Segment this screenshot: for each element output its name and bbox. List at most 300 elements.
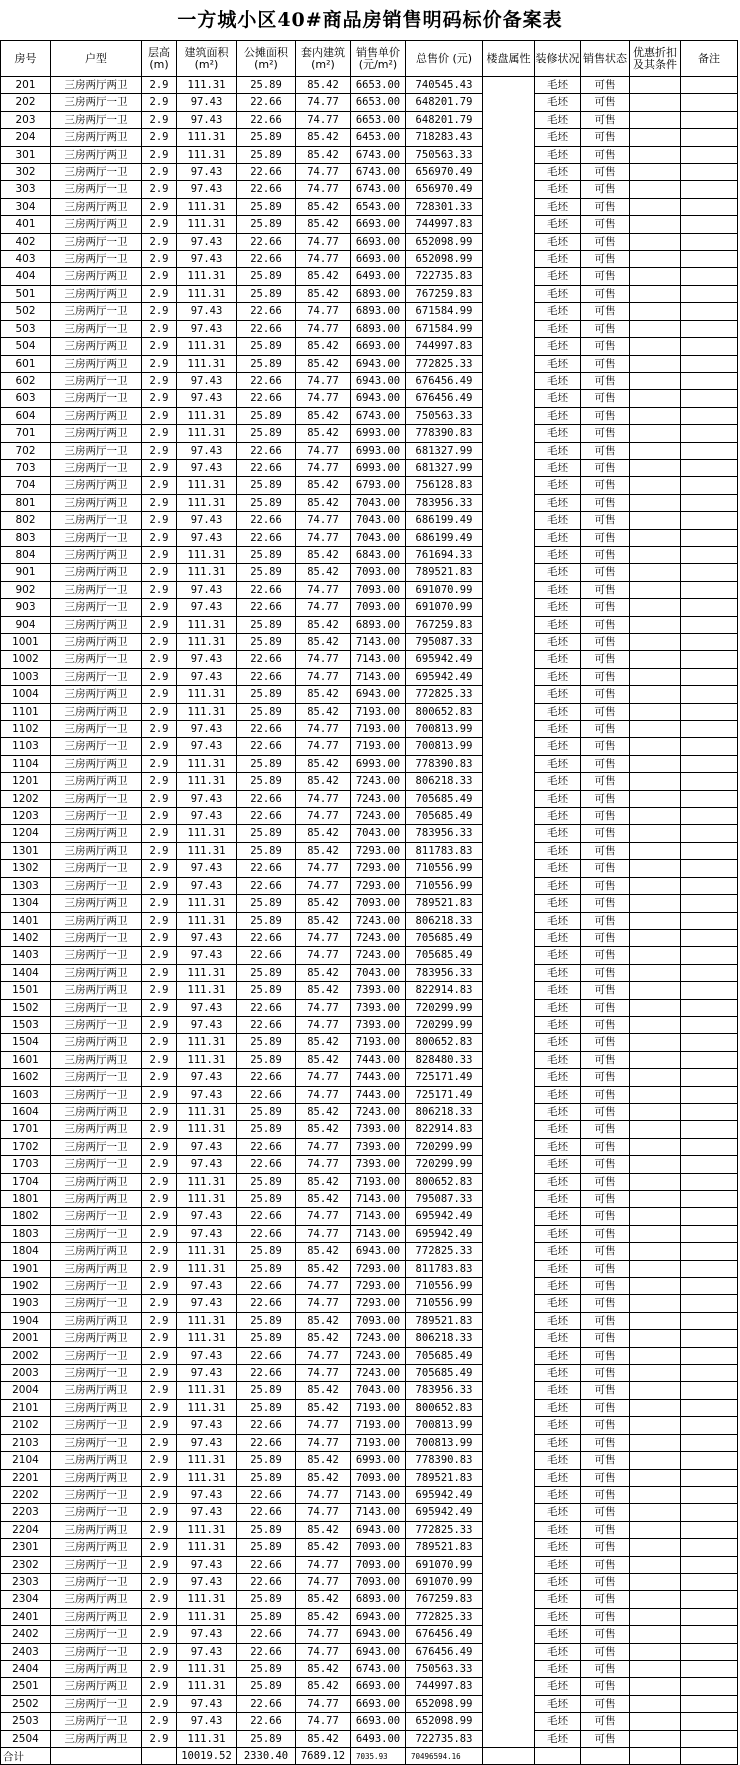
cell-shared-area: 22.66 xyxy=(237,1278,296,1295)
cell-type: 三房两厅两卫 xyxy=(51,1173,142,1190)
cell-floor-height: 2.9 xyxy=(142,1365,177,1382)
cell-discount xyxy=(630,1660,681,1677)
cell-floor-height: 2.9 xyxy=(142,860,177,877)
cell-total-price: 789521.83 xyxy=(406,564,483,581)
header-shared-area: 公摊面积 (m²) xyxy=(237,41,296,77)
table-row xyxy=(1,1556,738,1573)
cell-unit-price: 6693.00 xyxy=(351,1678,406,1695)
cell-building-area: 111.31 xyxy=(177,773,237,790)
cell-total-price: 676456.49 xyxy=(406,1643,483,1660)
cell-decoration: 毛坯 xyxy=(535,1103,581,1120)
cell-sale-status: 可售 xyxy=(581,755,630,772)
cell-remark xyxy=(681,1469,738,1486)
cell-shared-area: 22.66 xyxy=(237,1626,296,1643)
cell-unit-price: 6943.00 xyxy=(351,390,406,407)
cell-room: 801 xyxy=(1,494,51,511)
cell-discount xyxy=(630,338,681,355)
cell-type: 三房两厅两卫 xyxy=(51,773,142,790)
cell-unit-price: 7243.00 xyxy=(351,773,406,790)
cell-inner-area: 85.42 xyxy=(296,1452,351,1469)
cell-discount xyxy=(630,320,681,337)
cell-decoration: 毛坯 xyxy=(535,1556,581,1573)
cell-discount xyxy=(630,1016,681,1033)
cell-building-area: 111.31 xyxy=(177,546,237,563)
cell-total-price: 806218.33 xyxy=(406,773,483,790)
cell-inner-area: 85.42 xyxy=(296,982,351,999)
cell-floor-height: 2.9 xyxy=(142,181,177,198)
cell-type: 三房两厅一卫 xyxy=(51,929,142,946)
cell-type: 三房两厅一卫 xyxy=(51,1138,142,1155)
cell-discount xyxy=(630,77,681,94)
cell-type: 三房两厅一卫 xyxy=(51,164,142,181)
cell-shared-area: 22.66 xyxy=(237,1486,296,1503)
cell-total-price: 695942.49 xyxy=(406,668,483,685)
document-title: 一方城小区40#商品房销售明码标价备案表 xyxy=(177,9,563,31)
cell-total-price: 783956.33 xyxy=(406,825,483,842)
cell-sale-status: 可售 xyxy=(581,1521,630,1538)
cell-floor-height: 2.9 xyxy=(142,1504,177,1521)
cell-floor-height: 2.9 xyxy=(142,198,177,215)
cell-discount xyxy=(630,616,681,633)
cell-inner-area: 74.77 xyxy=(296,1016,351,1033)
cell-total-price: 648201.79 xyxy=(406,111,483,128)
cell-decoration: 毛坯 xyxy=(535,285,581,302)
cell-unit-price: 6693.00 xyxy=(351,233,406,250)
cell-floor-height: 2.9 xyxy=(142,581,177,598)
table-row xyxy=(1,251,738,268)
cell-shared-area: 22.66 xyxy=(237,1225,296,1242)
cell-inner-area: 74.77 xyxy=(296,1643,351,1660)
table-row xyxy=(1,1069,738,1086)
cell-shared-area: 25.89 xyxy=(237,146,296,163)
cell-decoration: 毛坯 xyxy=(535,1399,581,1416)
cell-remark xyxy=(681,860,738,877)
cell-discount xyxy=(630,181,681,198)
cell-floor-height: 2.9 xyxy=(142,668,177,685)
cell-inner-area: 85.42 xyxy=(296,198,351,215)
cell-room: 2403 xyxy=(1,1643,51,1660)
cell-building-area: 97.43 xyxy=(177,808,237,825)
table-row xyxy=(1,1678,738,1695)
cell-sale-status: 可售 xyxy=(581,407,630,424)
cell-remark xyxy=(681,1434,738,1451)
cell-type: 三房两厅两卫 xyxy=(51,1591,142,1608)
cell-discount xyxy=(630,1608,681,1625)
cell-shared-area: 25.89 xyxy=(237,198,296,215)
cell-inner-area: 85.42 xyxy=(296,1173,351,1190)
cell-unit-price: 7193.00 xyxy=(351,1417,406,1434)
cell-room: 1001 xyxy=(1,634,51,651)
table-header-row xyxy=(1,41,738,77)
cell-floor-height: 2.9 xyxy=(142,1608,177,1625)
cell-unit-price: 6693.00 xyxy=(351,251,406,268)
cell-unit-price: 7393.00 xyxy=(351,1016,406,1033)
cell-room: 1701 xyxy=(1,1121,51,1138)
cell-unit-price: 7293.00 xyxy=(351,860,406,877)
cell-remark xyxy=(681,1591,738,1608)
table-row xyxy=(1,1434,738,1451)
cell-building-area: 97.43 xyxy=(177,372,237,389)
cell-decoration: 毛坯 xyxy=(535,668,581,685)
cell-inner-area: 74.77 xyxy=(296,1347,351,1364)
cell-type: 三房两厅两卫 xyxy=(51,1660,142,1677)
cell-remark xyxy=(681,1243,738,1260)
cell-shared-area: 25.89 xyxy=(237,425,296,442)
cell-room: 2402 xyxy=(1,1626,51,1643)
cell-sale-status: 可售 xyxy=(581,1486,630,1503)
cell-decoration: 毛坯 xyxy=(535,1086,581,1103)
cell-floor-height: 2.9 xyxy=(142,1051,177,1068)
cell-sale-status: 可售 xyxy=(581,1452,630,1469)
cell-type: 三房两厅一卫 xyxy=(51,1069,142,1086)
cell-room: 1604 xyxy=(1,1103,51,1120)
header-total-price: 总售价 (元) xyxy=(406,41,483,77)
cell-unit-price: 7143.00 xyxy=(351,668,406,685)
cell-floor-height: 2.9 xyxy=(142,1191,177,1208)
cell-type: 三房两厅一卫 xyxy=(51,1504,142,1521)
cell-total-price: 676456.49 xyxy=(406,372,483,389)
cell-discount xyxy=(630,1521,681,1538)
cell-inner-area: 85.42 xyxy=(296,755,351,772)
cell-building-area: 97.43 xyxy=(177,1069,237,1086)
cell-shared-area: 25.89 xyxy=(237,129,296,146)
cell-unit-price: 6893.00 xyxy=(351,303,406,320)
cell-total-price: 705685.49 xyxy=(406,808,483,825)
cell-unit-price: 6743.00 xyxy=(351,181,406,198)
cell-type: 三房两厅一卫 xyxy=(51,877,142,894)
cell-decoration: 毛坯 xyxy=(535,825,581,842)
cell-room: 2404 xyxy=(1,1660,51,1677)
cell-building-area: 97.43 xyxy=(177,738,237,755)
cell-remark xyxy=(681,686,738,703)
totals-shared-area: 2330.40 xyxy=(237,1748,296,1765)
cell-decoration: 毛坯 xyxy=(535,773,581,790)
cell-room: 2004 xyxy=(1,1382,51,1399)
cell-total-price: 756128.83 xyxy=(406,477,483,494)
cell-room: 202 xyxy=(1,94,51,111)
cell-shared-area: 22.66 xyxy=(237,251,296,268)
cell-remark xyxy=(681,999,738,1016)
cell-shared-area: 22.66 xyxy=(237,164,296,181)
cell-unit-price: 6943.00 xyxy=(351,1643,406,1660)
cell-sale-status: 可售 xyxy=(581,1051,630,1068)
cell-shared-area: 22.66 xyxy=(237,233,296,250)
cell-type: 三房两厅一卫 xyxy=(51,1225,142,1242)
cell-building-area: 97.43 xyxy=(177,651,237,668)
cell-floor-height: 2.9 xyxy=(142,216,177,233)
cell-floor-height: 2.9 xyxy=(142,999,177,1016)
cell-total-price: 691070.99 xyxy=(406,599,483,616)
table-row xyxy=(1,407,738,424)
cell-sale-status: 可售 xyxy=(581,1434,630,1451)
table-row xyxy=(1,912,738,929)
cell-remark xyxy=(681,111,738,128)
cell-floor-height: 2.9 xyxy=(142,1173,177,1190)
table-row xyxy=(1,425,738,442)
cell-discount xyxy=(630,825,681,842)
cell-decoration: 毛坯 xyxy=(535,877,581,894)
cell-type: 三房两厅一卫 xyxy=(51,668,142,685)
cell-inner-area: 74.77 xyxy=(296,1695,351,1712)
cell-sale-status: 可售 xyxy=(581,929,630,946)
cell-shared-area: 22.66 xyxy=(237,181,296,198)
cell-type: 三房两厅一卫 xyxy=(51,738,142,755)
cell-floor-height: 2.9 xyxy=(142,982,177,999)
cell-decoration: 毛坯 xyxy=(535,1330,581,1347)
cell-type: 三房两厅两卫 xyxy=(51,1521,142,1538)
cell-sale-status: 可售 xyxy=(581,77,630,94)
cell-type: 三房两厅两卫 xyxy=(51,425,142,442)
cell-sale-status: 可售 xyxy=(581,1034,630,1051)
cell-sale-status: 可售 xyxy=(581,320,630,337)
cell-sale-status: 可售 xyxy=(581,546,630,563)
cell-unit-price: 6993.00 xyxy=(351,1452,406,1469)
table-row xyxy=(1,1469,738,1486)
cell-room: 1203 xyxy=(1,808,51,825)
cell-sale-status: 可售 xyxy=(581,860,630,877)
cell-building-area: 111.31 xyxy=(177,1539,237,1556)
cell-remark xyxy=(681,842,738,859)
cell-remark xyxy=(681,164,738,181)
cell-type: 三房两厅一卫 xyxy=(51,790,142,807)
cell-inner-area: 74.77 xyxy=(296,1556,351,1573)
cell-shared-area: 25.89 xyxy=(237,285,296,302)
cell-decoration: 毛坯 xyxy=(535,842,581,859)
cell-type: 三房两厅两卫 xyxy=(51,912,142,929)
cell-floor-height: 2.9 xyxy=(142,1016,177,1033)
cell-type: 三房两厅一卫 xyxy=(51,233,142,250)
totals-unit-price: 7035.93 xyxy=(351,1748,406,1765)
cell-sale-status: 可售 xyxy=(581,355,630,372)
cell-building-area: 97.43 xyxy=(177,1208,237,1225)
cell-building-area: 111.31 xyxy=(177,634,237,651)
cell-building-area: 111.31 xyxy=(177,1591,237,1608)
cell-shared-area: 22.66 xyxy=(237,1504,296,1521)
cell-building-area: 97.43 xyxy=(177,1643,237,1660)
cell-building-area: 111.31 xyxy=(177,77,237,94)
cell-remark xyxy=(681,947,738,964)
table-row xyxy=(1,477,738,494)
cell-sale-status: 可售 xyxy=(581,1591,630,1608)
cell-sale-status: 可售 xyxy=(581,947,630,964)
cell-total-price: 778390.83 xyxy=(406,1452,483,1469)
cell-room: 1602 xyxy=(1,1069,51,1086)
table-row xyxy=(1,895,738,912)
cell-inner-area: 85.42 xyxy=(296,338,351,355)
cell-sale-status: 可售 xyxy=(581,251,630,268)
cell-shared-area: 25.89 xyxy=(237,1312,296,1329)
cell-floor-height: 2.9 xyxy=(142,790,177,807)
cell-sale-status: 可售 xyxy=(581,1208,630,1225)
cell-unit-price: 6653.00 xyxy=(351,111,406,128)
cell-room: 1902 xyxy=(1,1278,51,1295)
cell-decoration: 毛坯 xyxy=(535,1051,581,1068)
table-row xyxy=(1,564,738,581)
cell-room: 2103 xyxy=(1,1434,51,1451)
cell-unit-price: 7143.00 xyxy=(351,1486,406,1503)
totals-building-area: 10019.52 xyxy=(177,1748,237,1765)
cell-total-price: 720299.99 xyxy=(406,1016,483,1033)
table-row xyxy=(1,1417,738,1434)
cell-decoration: 毛坯 xyxy=(535,129,581,146)
cell-remark xyxy=(681,338,738,355)
cell-inner-area: 74.77 xyxy=(296,929,351,946)
cell-decoration: 毛坯 xyxy=(535,94,581,111)
cell-room: 2202 xyxy=(1,1486,51,1503)
cell-building-area: 111.31 xyxy=(177,1103,237,1120)
cell-room: 2303 xyxy=(1,1573,51,1590)
cell-room: 2001 xyxy=(1,1330,51,1347)
cell-total-price: 676456.49 xyxy=(406,1626,483,1643)
cell-floor-height: 2.9 xyxy=(142,355,177,372)
cell-decoration: 毛坯 xyxy=(535,755,581,772)
cell-inner-area: 85.42 xyxy=(296,686,351,703)
table-row xyxy=(1,303,738,320)
cell-building-area: 111.31 xyxy=(177,355,237,372)
cell-unit-price: 7393.00 xyxy=(351,1138,406,1155)
cell-room: 403 xyxy=(1,251,51,268)
table-row xyxy=(1,1156,738,1173)
cell-inner-area: 74.77 xyxy=(296,320,351,337)
cell-building-area: 111.31 xyxy=(177,616,237,633)
cell-floor-height: 2.9 xyxy=(142,129,177,146)
table-row xyxy=(1,198,738,215)
cell-type: 三房两厅一卫 xyxy=(51,111,142,128)
cell-room: 2203 xyxy=(1,1504,51,1521)
table-row xyxy=(1,1539,738,1556)
cell-remark xyxy=(681,77,738,94)
cell-sale-status: 可售 xyxy=(581,372,630,389)
cell-discount xyxy=(630,1539,681,1556)
cell-type: 三房两厅两卫 xyxy=(51,355,142,372)
cell-building-area: 97.43 xyxy=(177,1504,237,1521)
cell-decoration: 毛坯 xyxy=(535,1713,581,1730)
cell-discount xyxy=(630,912,681,929)
cell-sale-status: 可售 xyxy=(581,1573,630,1590)
cell-discount xyxy=(630,355,681,372)
cell-inner-area: 74.77 xyxy=(296,877,351,894)
cell-shared-area: 22.66 xyxy=(237,808,296,825)
cell-decoration: 毛坯 xyxy=(535,1191,581,1208)
cell-floor-height: 2.9 xyxy=(142,146,177,163)
cell-inner-area: 85.42 xyxy=(296,268,351,285)
cell-discount xyxy=(630,285,681,302)
cell-remark xyxy=(681,1573,738,1590)
header-property: 楼盘属性 xyxy=(483,41,535,77)
cell-room: 1003 xyxy=(1,668,51,685)
cell-building-area: 97.43 xyxy=(177,668,237,685)
cell-unit-price: 6893.00 xyxy=(351,285,406,302)
cell-inner-area: 85.42 xyxy=(296,546,351,563)
cell-inner-area: 74.77 xyxy=(296,1278,351,1295)
cell-decoration: 毛坯 xyxy=(535,616,581,633)
cell-remark xyxy=(681,1452,738,1469)
table-row xyxy=(1,790,738,807)
cell-shared-area: 25.89 xyxy=(237,77,296,94)
cell-type: 三房两厅一卫 xyxy=(51,251,142,268)
cell-decoration: 毛坯 xyxy=(535,929,581,946)
cell-discount xyxy=(630,233,681,250)
cell-unit-price: 7193.00 xyxy=(351,721,406,738)
cell-total-price: 800652.83 xyxy=(406,703,483,720)
cell-total-price: 778390.83 xyxy=(406,755,483,772)
cell-total-price: 795087.33 xyxy=(406,1191,483,1208)
cell-decoration: 毛坯 xyxy=(535,494,581,511)
cell-floor-height: 2.9 xyxy=(142,1382,177,1399)
cell-sale-status: 可售 xyxy=(581,268,630,285)
cell-type: 三房两厅两卫 xyxy=(51,129,142,146)
table-row xyxy=(1,1121,738,1138)
cell-shared-area: 25.89 xyxy=(237,1191,296,1208)
cell-unit-price: 7393.00 xyxy=(351,1156,406,1173)
cell-room: 904 xyxy=(1,616,51,633)
cell-remark xyxy=(681,982,738,999)
cell-type: 三房两厅一卫 xyxy=(51,1347,142,1364)
cell-building-area: 111.31 xyxy=(177,129,237,146)
cell-floor-height: 2.9 xyxy=(142,825,177,842)
cell-inner-area: 74.77 xyxy=(296,372,351,389)
cell-shared-area: 22.66 xyxy=(237,738,296,755)
cell-floor-height: 2.9 xyxy=(142,564,177,581)
cell-building-area: 97.43 xyxy=(177,251,237,268)
cell-type: 三房两厅两卫 xyxy=(51,1608,142,1625)
cell-sale-status: 可售 xyxy=(581,1382,630,1399)
table-row xyxy=(1,1278,738,1295)
cell-discount xyxy=(630,477,681,494)
cell-building-area: 111.31 xyxy=(177,1608,237,1625)
cell-floor-height: 2.9 xyxy=(142,285,177,302)
cell-discount xyxy=(630,1069,681,1086)
cell-decoration: 毛坯 xyxy=(535,1347,581,1364)
cell-discount xyxy=(630,1138,681,1155)
cell-room: 1901 xyxy=(1,1260,51,1277)
cell-room: 1201 xyxy=(1,773,51,790)
cell-decoration: 毛坯 xyxy=(535,1016,581,1033)
cell-shared-area: 25.89 xyxy=(237,407,296,424)
cell-type: 三房两厅两卫 xyxy=(51,964,142,981)
cell-building-area: 97.43 xyxy=(177,442,237,459)
cell-building-area: 111.31 xyxy=(177,1034,237,1051)
cell-decoration: 毛坯 xyxy=(535,860,581,877)
cell-room: 1704 xyxy=(1,1173,51,1190)
table-row xyxy=(1,599,738,616)
cell-room: 2502 xyxy=(1,1695,51,1712)
cell-remark xyxy=(681,181,738,198)
cell-total-price: 722735.83 xyxy=(406,268,483,285)
cell-discount xyxy=(630,1486,681,1503)
cell-discount xyxy=(630,459,681,476)
cell-shared-area: 22.66 xyxy=(237,860,296,877)
cell-inner-area: 85.42 xyxy=(296,477,351,494)
cell-decoration: 毛坯 xyxy=(535,390,581,407)
cell-building-area: 97.43 xyxy=(177,320,237,337)
cell-floor-height: 2.9 xyxy=(142,964,177,981)
cell-room: 702 xyxy=(1,442,51,459)
cell-floor-height: 2.9 xyxy=(142,390,177,407)
cell-unit-price: 7143.00 xyxy=(351,634,406,651)
cell-floor-height: 2.9 xyxy=(142,512,177,529)
cell-inner-area: 74.77 xyxy=(296,947,351,964)
table-row xyxy=(1,1504,738,1521)
cell-total-price: 750563.33 xyxy=(406,1660,483,1677)
cell-building-area: 97.43 xyxy=(177,581,237,598)
cell-inner-area: 74.77 xyxy=(296,164,351,181)
cell-total-price: 772825.33 xyxy=(406,686,483,703)
cell-decoration: 毛坯 xyxy=(535,1730,581,1747)
table-row xyxy=(1,1103,738,1120)
cell-decoration: 毛坯 xyxy=(535,546,581,563)
cell-shared-area: 25.89 xyxy=(237,982,296,999)
